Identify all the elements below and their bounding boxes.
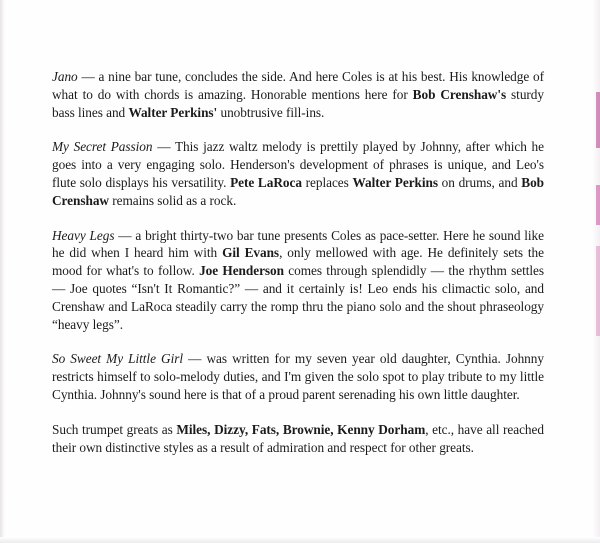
musician-name: Miles, Dizzy, Fats, Brownie, Kenny Dorham [176, 421, 426, 437]
body-text: unobtrusive fill-ins. [217, 104, 325, 120]
paragraph-p3 [52, 227, 544, 334]
body-text: a nine bar tune, concludes the side. And here Coles is at his best. His knowledge of what to do with chords is amazing. Honorable mentions here for [52, 69, 545, 102]
liner-notes-text-body [52, 68, 544, 456]
paragraph-p4 [52, 350, 544, 403]
musician-name: Pete LaRoca [230, 174, 302, 190]
scan-artifact-streak [596, 246, 600, 336]
track-title: So Sweet My Little Girl [52, 351, 183, 367]
paragraph-p5 [52, 421, 544, 457]
scan-artifact-streak [596, 92, 600, 148]
em-dash-separator: — [152, 139, 175, 155]
body-text: comes through splendidly — the rhythm settles — Joe quotes “Isn't It Romantic?” — and it certainly is! Leo ends his climactic solo, and Crenshaw and LaRoca steadily carry the romp thru the piano solo and the shout phraseology “heavy legs”. [52, 263, 544, 332]
body-text: , only mellowed with age. He definitely sets the mood for what's to follow. [52, 245, 544, 279]
page-bottom-edge [0, 537, 600, 543]
body-text: was written for my seven year old daughter, Cynthia. Johnny restricts himself to solo-melody duties, and I'm given the solo spot to play tribute to my little Cynthia. Johnny's sound here is that of a proud parent serenading his own little daughter. [52, 351, 544, 402]
body-text: Such trumpet greats as [52, 421, 177, 437]
musician-name: Walter Perkins' [128, 104, 218, 120]
musician-name: Bob Crenshaw's [412, 86, 507, 102]
paragraph-p2 [52, 138, 544, 209]
page-right-edge [592, 0, 600, 543]
musician-name: Joe Henderson [199, 263, 285, 279]
page-left-edge [0, 0, 5, 543]
paragraph-p1 [52, 68, 544, 121]
body-text: , etc., have all reached their own distinctive styles as a result of admiration and respect for other greats. [52, 421, 544, 455]
scan-artifact-streak [596, 185, 600, 225]
track-title: My Secret Passion [52, 139, 153, 155]
body-text: replaces [301, 174, 353, 190]
em-dash-separator: — [77, 69, 99, 84]
track-title: Heavy Legs [52, 227, 115, 243]
body-text: on drums, and [438, 174, 522, 190]
body-text: remains solid as a rock. [108, 192, 237, 208]
musician-name: Walter Perkins [352, 174, 438, 190]
body-text: sturdy bass lines and [52, 86, 544, 120]
musician-name: Bob Crenshaw [52, 174, 545, 208]
body-text: a bright thirty-two bar tune presents Coles as pace-setter. Here he sound like he did when I heard him with [52, 227, 545, 261]
em-dash-separator: — [182, 351, 207, 367]
track-title: Jano [52, 69, 78, 84]
body-text: This jazz waltz melody is prettily played by Johnny, after which he goes into a very engaging solo. Henderson's development of phrases is unique, and Leo's flute solo displays his versatility. [52, 139, 544, 190]
musician-name: Gil Evans [222, 245, 280, 261]
em-dash-separator: — [114, 227, 136, 243]
